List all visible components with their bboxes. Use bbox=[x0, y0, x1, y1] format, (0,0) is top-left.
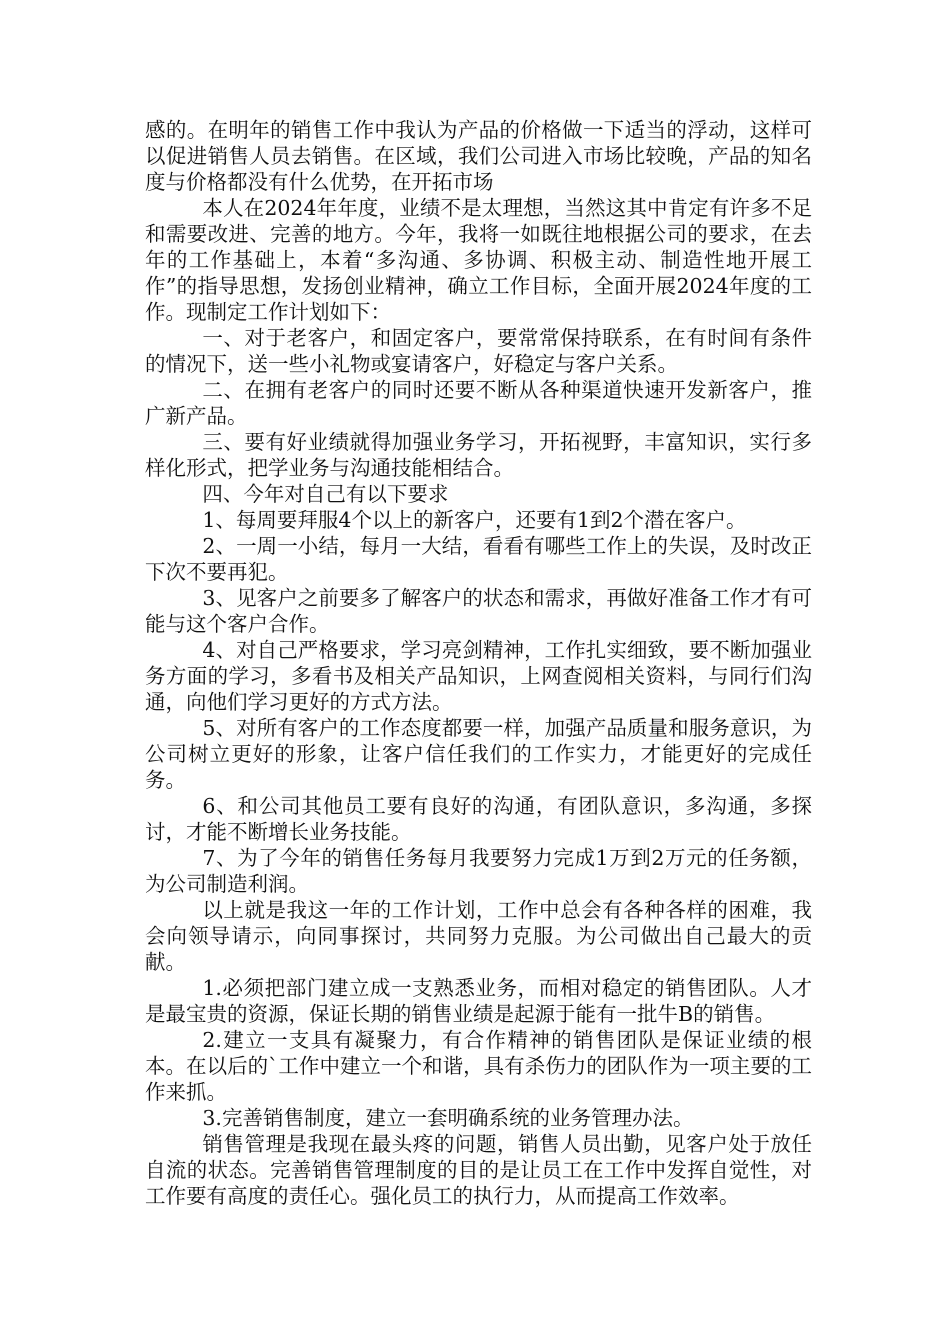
paragraph-requirement-7: 7、为了今年的销售任务每月我要努力完成1万到2万元的任务额，为公司制造利润。 bbox=[145, 846, 812, 896]
paragraph-sales-management: 销售管理是我现在最头疼的问题，销售人员出勤，见客户处于放任自流的状态。完善销售管理制度的目的是让员工在工作中发挥自觉性，对工作要有高度的责任心。强化员工的执行力，从而提高工作效率。 bbox=[145, 1132, 812, 1208]
paragraph-item-four: 四、今年对自己有以下要求 bbox=[202, 482, 449, 506]
paragraph-requirement-6: 6、和公司其他员工要有良好的沟通，有团队意识，多沟通，多探讨，才能不断增长业务技能。 bbox=[145, 794, 812, 844]
paragraph-requirement-5: 5、对所有客户的工作态度都要一样，加强产品质量和服务意识，为公司树立更好的形象，让客户信任我们的工作实力，才能更好的完成任务。 bbox=[145, 716, 812, 792]
paragraph-continuation: 感的。在明年的销售工作中我认为产品的价格做一下适当的浮动，这样可以促进销售人员去销售。在区域，我们公司进入市场比较晚，产品的知名度与价格都没有什么优势，在开拓市场 bbox=[145, 118, 812, 194]
paragraph-item-two: 二、在拥有老客户的同时还要不断从各种渠道快速开发新客户，推广新产品。 bbox=[145, 378, 812, 428]
paragraph-requirement-2: 2、一周一小结，每月一大结，看看有哪些工作上的失误，及时改正下次不要再犯。 bbox=[145, 534, 812, 584]
paragraph-requirement-3: 3、见客户之前要多了解客户的状态和需求，再做好准备工作才有可能与这个客户合作。 bbox=[145, 586, 812, 636]
paragraph-summary: 以上就是我这一年的工作计划，工作中总会有各种各样的困难，我会向领导请示，向同事探讨，共同努力克服。为公司做出自己最大的贡献。 bbox=[145, 898, 812, 974]
paragraph-requirement-1: 1、每周要拜服4个以上的新客户，还要有1到2个潜在客户。 bbox=[202, 508, 747, 532]
paragraph-plan-2: 2.建立一支具有凝聚力，有合作精神的销售团队是保证业绩的根本。在以后的`工作中建立一个和谐，具有杀伤力的团队作为一项主要的工作来抓。 bbox=[145, 1028, 812, 1104]
paragraph-item-three: 三、要有好业绩就得加强业务学习，开拓视野，丰富知识，实行多样化形式，把学业务与沟通技能相结合。 bbox=[145, 430, 812, 480]
paragraph-plan-3: 3.完善销售制度，建立一套明确系统的业务管理办法。 bbox=[202, 1106, 694, 1130]
paragraph-plan-1: 1.必须把部门建立成一支熟悉业务，而相对稳定的销售团队。人才是最宝贵的资源，保证长期的销售业绩是起源于能有一批牛B的销售。 bbox=[145, 976, 812, 1026]
paragraph-requirement-4: 4、对自己严格要求，学习亮剑精神，工作扎实细致，要不断加强业务方面的学习，多看书及相关产品知识，上网查阅相关资料，与同行们沟通，向他们学习更好的方式方法。 bbox=[145, 638, 812, 714]
paragraph-intro: 本人在2024年年度，业绩不是太理想，当然这其中肯定有许多不足和需要改进、完善的地方。今年，我将一如既往地根据公司的要求，在去年的工作基础上，本着“多沟通、多协调、积极主动、制造性地开展工作”的指导思想，发扬创业精神，确立工作目标，全面开展2024年度的工作。现制定工作计划如下： bbox=[145, 196, 812, 324]
document-body bbox=[145, 117, 812, 1209]
paragraph-item-one: 一、对于老客户，和固定客户，要常常保持联系，在有时间有条件的情况下，送一些小礼物或宴请客户，好稳定与客户关系。 bbox=[145, 326, 812, 376]
